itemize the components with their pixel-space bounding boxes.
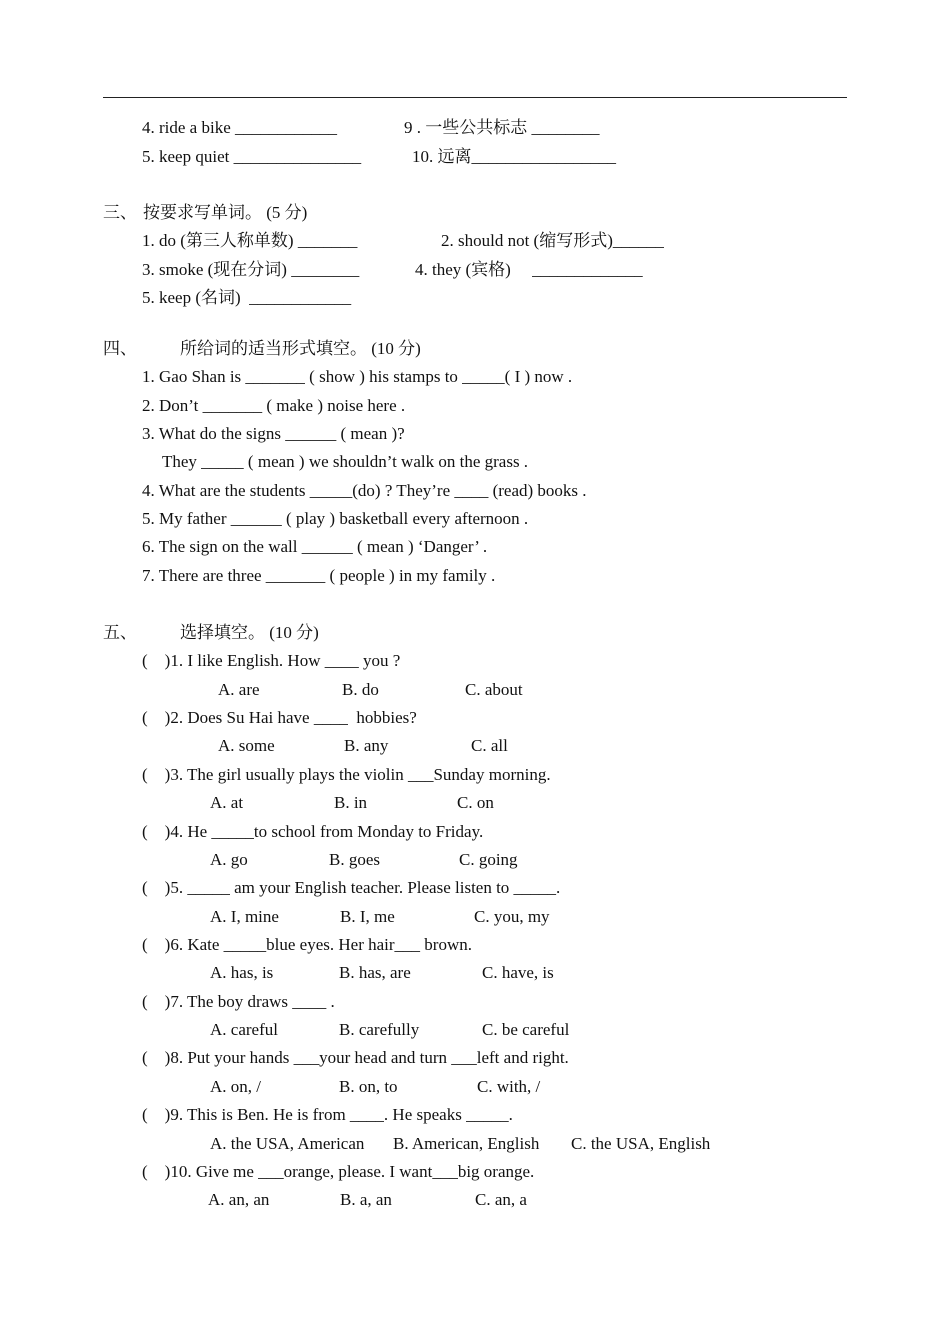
mc-option-c: C. have, is [482, 963, 554, 982]
s2-row1-left: 4. ride a bike ____________ [142, 118, 337, 137]
s3-r1-right: 2. should not (缩写形式)______ [441, 231, 664, 250]
mc-option-c: C. on [457, 793, 494, 812]
section3-number: 三、 [103, 203, 137, 222]
section3-heading: 按要求写单词。 (5 分) [143, 203, 308, 222]
mc-option-c: C. with, / [477, 1077, 541, 1096]
s3-r2-right: 4. they (宾格) _____________ [415, 260, 643, 279]
mc-option-c: C. going [459, 850, 518, 869]
mc-option-a: A. go [210, 850, 248, 869]
s4-item: 5. My father ______ ( play ) basketball every afternoon . [142, 509, 529, 528]
s4-item: 6. The sign on the wall ______ ( mean ) ‘Danger’ . [142, 537, 488, 556]
mc-question: ( )4. He _____to school from Monday to Friday. [142, 822, 484, 841]
mc-option-c: C. you, my [474, 907, 550, 926]
section4-number: 四、 [103, 339, 137, 358]
mc-option-b: B. has, are [339, 963, 411, 982]
mc-question: ( )10. Give me ___orange, please. I want___big orange. [142, 1162, 535, 1181]
mc-option-a: A. the USA, American [210, 1134, 365, 1153]
mc-question: ( )5. _____ am your English teacher. Please listen to _____. [142, 878, 561, 897]
mc-question: ( )7. The boy draws ____ . [142, 992, 335, 1011]
mc-question: ( )3. The girl usually plays the violin ___Sunday morning. [142, 765, 551, 784]
mc-option-a: A. at [210, 793, 244, 812]
s4-item: They _____ ( mean ) we shouldn’t walk on the grass . [162, 452, 529, 471]
mc-option-b: B. goes [329, 850, 380, 869]
mc-option-b: B. American, English [393, 1134, 540, 1153]
mc-option-a: A. careful [210, 1020, 278, 1039]
mc-option-b: B. do [342, 680, 379, 699]
s4-item: 3. What do the signs ______ ( mean )? [142, 424, 405, 443]
mc-question: ( )6. Kate _____blue eyes. Her hair___ brown. [142, 935, 472, 954]
mc-option-a: A. I, mine [210, 907, 279, 926]
mc-option-b: B. in [334, 793, 368, 812]
mc-option-a: A. on, / [210, 1077, 261, 1096]
s4-item: 7. There are three _______ ( people ) in my family . [142, 566, 496, 585]
section5-heading: 选择填空。 (10 分) [180, 623, 319, 642]
section4-heading: 所给词的适当形式填空。 (10 分) [180, 339, 421, 358]
mc-option-c: C. about [465, 680, 523, 699]
s3-r2-left: 3. smoke (现在分词) ________ [142, 260, 360, 279]
mc-option-c: C. an, a [475, 1190, 527, 1209]
mc-option-b: B. a, an [340, 1190, 392, 1209]
s3-r1-left: 1. do (第三人称单数) _______ [142, 231, 358, 250]
s2-row1-right: 9 . 一些公共标志 ________ [404, 118, 600, 137]
s4-item: 2. Don’t _______ ( make ) noise here . [142, 396, 406, 415]
mc-option-a: A. an, an [208, 1190, 270, 1209]
mc-option-b: B. on, to [339, 1077, 398, 1096]
s4-item: 4. What are the students _____(do) ? They’re ____ (read) books . [142, 481, 587, 500]
mc-question: ( )8. Put your hands ___your head and turn ___left and right. [142, 1048, 569, 1067]
mc-option-b: B. carefully [339, 1020, 420, 1039]
mc-question: ( )2. Does Su Hai have ____ hobbies? [142, 708, 417, 727]
s4-item: 1. Gao Shan is _______ ( show ) his stamps to _____( I ) now . [142, 367, 573, 386]
mc-option-b: B. I, me [340, 907, 395, 926]
s2-row2-right: 10. 远离_________________ [412, 147, 616, 166]
mc-option-c: C. the USA, English [571, 1134, 711, 1153]
header-rule [103, 97, 847, 98]
mc-option-a: A. are [218, 680, 260, 699]
mc-option-a: A. some [218, 736, 275, 755]
mc-question: ( )9. This is Ben. He is from ____. He speaks _____. [142, 1105, 513, 1124]
section5-number: 五、 [103, 623, 137, 642]
mc-option-c: C. be careful [482, 1020, 570, 1039]
mc-option-b: B. any [344, 736, 389, 755]
mc-question: ( )1. I like English. How ____ you ? [142, 651, 401, 670]
s3-r3-left: 5. keep (名词) ____________ [142, 288, 352, 307]
mc-option-c: C. all [471, 736, 508, 755]
s2-row2-left: 5. keep quiet _______________ [142, 147, 362, 166]
mc-option-a: A. has, is [210, 963, 274, 982]
